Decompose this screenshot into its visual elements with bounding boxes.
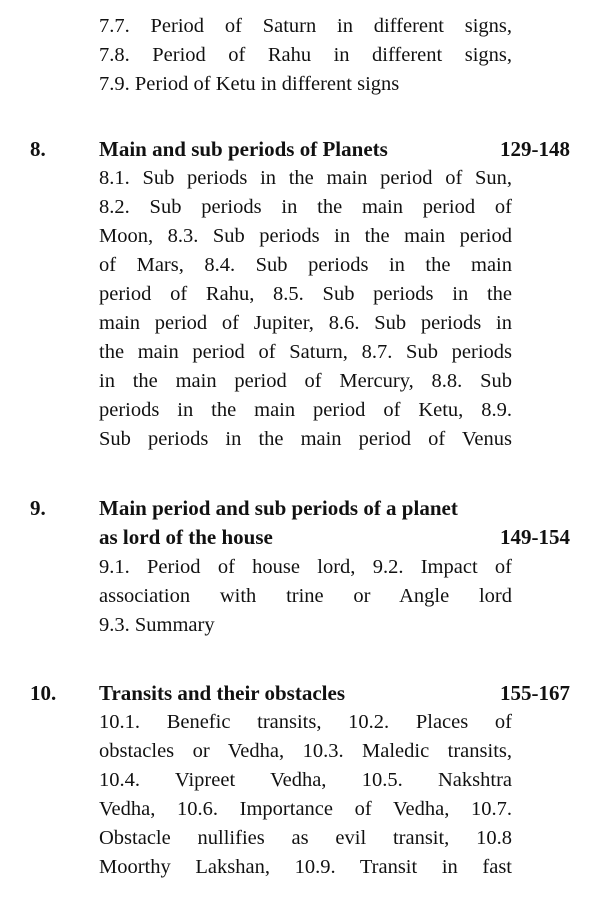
toc-subentry-line: 10.4. Vipreet Vedha, 10.5. Nakshtra xyxy=(99,769,512,791)
toc-subentry-line: obstacles or Vedha, 10.3. Maledic transits, xyxy=(99,740,512,762)
toc-subentry-line: 8.2. Sub periods in the main period of xyxy=(99,196,512,218)
toc-subentry-line: Obstacle nullifies as evil transit, 10.8 xyxy=(99,827,512,849)
toc-subentry-line: periods in the main period of Ketu, 8.9. xyxy=(99,399,512,421)
chapter-heading xyxy=(99,494,512,523)
toc-subentry-line: the main period of Saturn, 8.7. Sub periods xyxy=(99,341,512,363)
chapter-pages: 155-167 xyxy=(500,681,570,705)
toc-subentry-line: 7.8. Period of Rahu in different signs, xyxy=(99,44,512,66)
chapter-number: 8. xyxy=(30,137,46,161)
chapter-heading-line-2 xyxy=(99,523,570,552)
chapter-heading xyxy=(99,679,570,708)
chapter-title: Transits and their obstacles xyxy=(99,681,345,705)
toc-subentry-line: Sub periods in the main period of Venus xyxy=(99,428,512,450)
chapter-number: 9. xyxy=(30,496,46,520)
chapter-title: Main and sub periods of Planets xyxy=(99,137,388,161)
toc-subentry-line: of Mars, 8.4. Sub periods in the main xyxy=(99,254,512,276)
chapter-title: Main period and sub periods of a planet xyxy=(99,496,458,520)
toc-subentry-line: 9.3. Summary xyxy=(99,614,215,636)
toc-subentry-line: 7.7. Period of Saturn in different signs, xyxy=(99,15,512,37)
chapter-pages: 129-148 xyxy=(500,137,570,161)
toc-subentry-line: in the main period of Mercury, 8.8. Sub xyxy=(99,370,512,392)
toc-subentry-line: 8.1. Sub periods in the main period of Sun, xyxy=(99,167,512,189)
toc-subentry-line: main period of Jupiter, 8.6. Sub periods in xyxy=(99,312,512,334)
chapter-heading xyxy=(99,135,570,164)
toc-subentry-line: 10.1. Benefic transits, 10.2. Places of xyxy=(99,711,512,733)
toc-subentry-line: period of Rahu, 8.5. Sub periods in the xyxy=(99,283,512,305)
chapter-pages: 149-154 xyxy=(500,525,570,549)
toc-subentry-line: 9.1. Period of house lord, 9.2. Impact of xyxy=(99,556,512,578)
chapter-title: as lord of the house xyxy=(99,525,273,549)
toc-subentry-line: 7.9. Period of Ketu in different signs xyxy=(99,73,400,95)
chapter-number: 10. xyxy=(30,681,57,705)
toc-subentry-line: Moorthy Lakshan, 10.9. Transit in fast xyxy=(99,856,512,878)
toc-subentry-line: association with trine or Angle lord xyxy=(99,585,512,607)
toc-subentry-line: Moon, 8.3. Sub periods in the main period xyxy=(99,225,512,247)
toc-subentry-line: Vedha, 10.6. Importance of Vedha, 10.7. xyxy=(99,798,512,820)
